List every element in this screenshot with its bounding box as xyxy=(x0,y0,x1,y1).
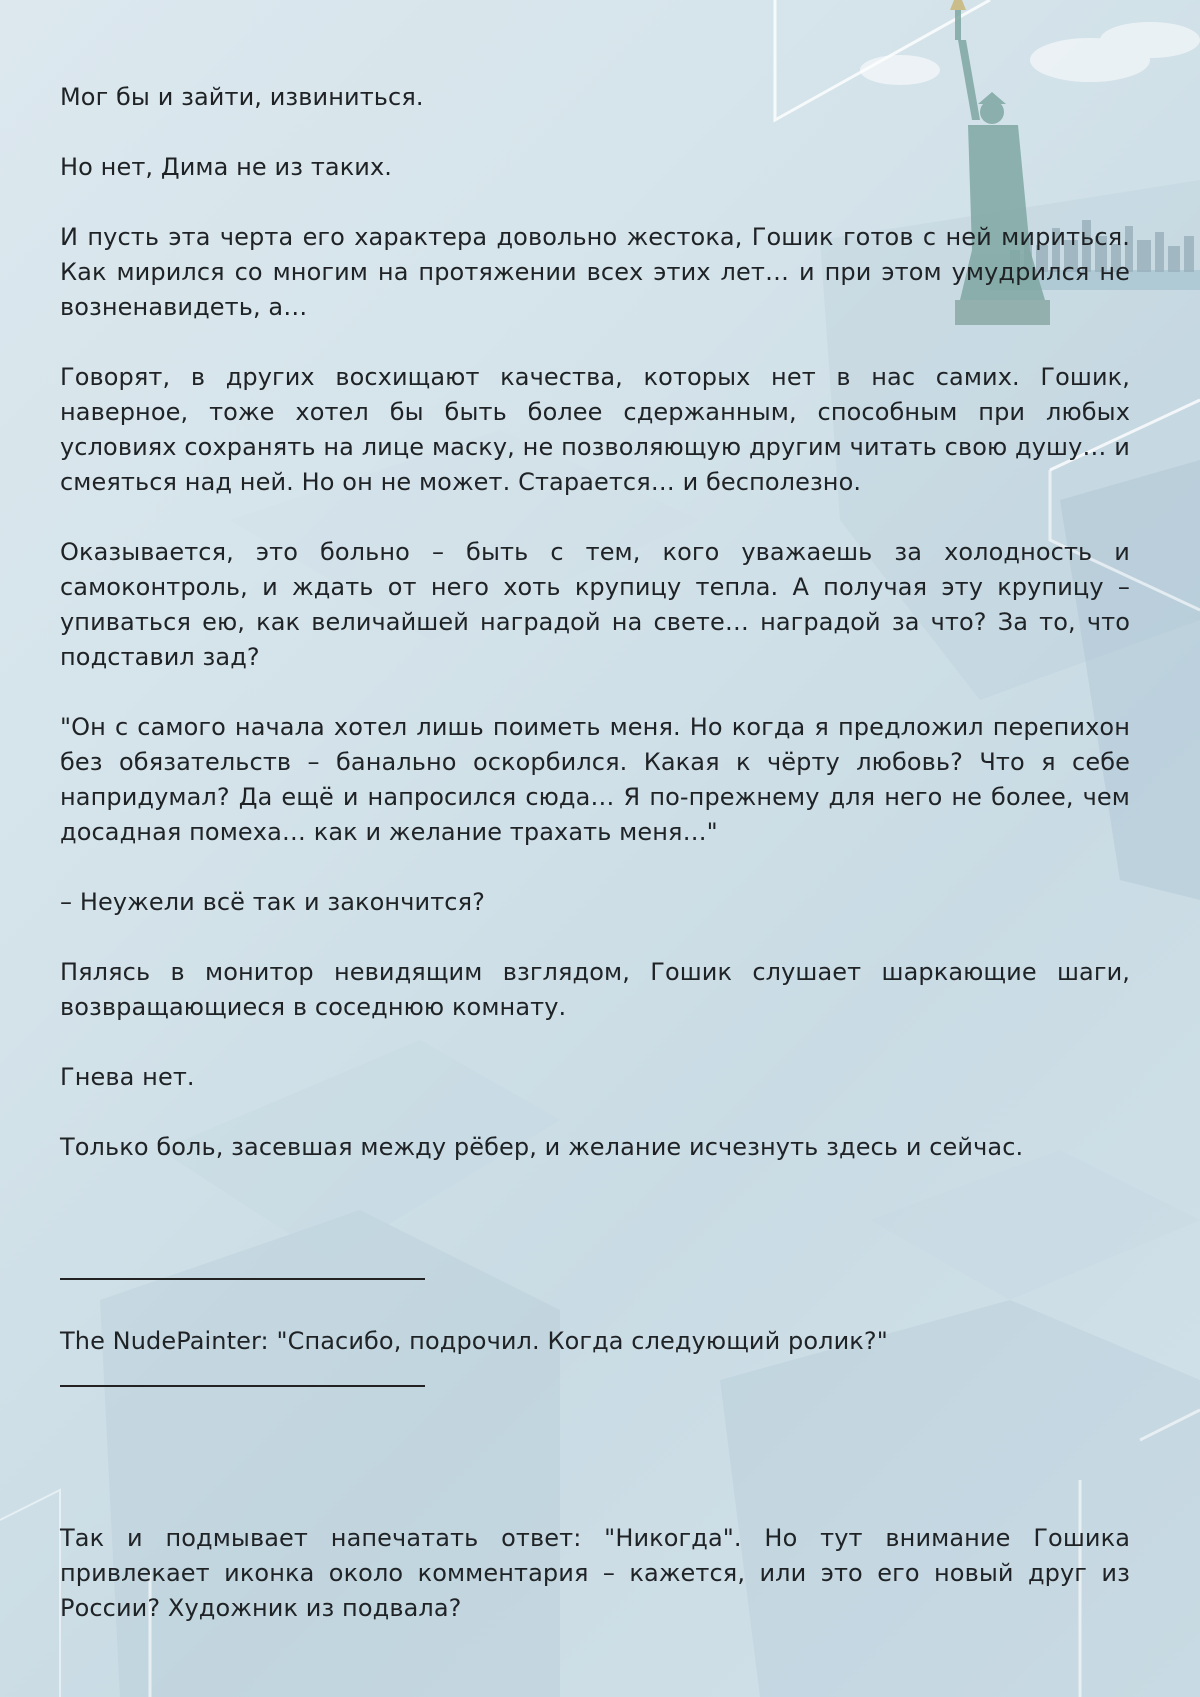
paragraph-5: Оказывается, это больно – быть с тем, кого уважаешь за холодность и самоконтроль, и ждать от него хоть крупицу тепла. А получая эту крупицу – упиваться ею, как величайшей наградой на свете… наградой за что? За то, что подставил зад? xyxy=(60,538,1130,671)
paragraph-4: Говорят, в других восхищают качества, которых нет в нас самих. Гошик, наверное, тоже хотел бы быть более сдержанным, способным при любых условиях сохранять на лице маску, не позволяющую другим читать свою душу… и смеяться над ней. Но он не может. Старается… и бесполезно. xyxy=(60,363,1130,496)
paragraph-6: "Он с самого начала хотел лишь поиметь меня. Но когда я предложил перепихон без обязательств – банально оскорбился. Какая к чёрту любовь? Что я себе напридумал? Да ещё и напросился сюда… Я по-прежнему для него не более, чем досадная помеха… как и желание трахать меня…" xyxy=(60,713,1130,846)
paragraph-2: Но нет, Дима не из таких. xyxy=(60,153,393,181)
document-page xyxy=(60,80,1130,1661)
paragraph-10: Только боль, засевшая между рёбер, и желание исчезнуть здесь и сейчас. xyxy=(60,1133,1024,1161)
paragraph-9: Гнева нет. xyxy=(60,1063,195,1091)
paragraph-3: И пусть эта черта его характера довольно жестока, Гошик готов с ней мириться. Как мирился со многим на протяжении всех этих лет… и при этом умудрился не возненавидеть, а… xyxy=(60,223,1130,321)
comment-line: The NudePainter: "Спасибо, подрочил. Когда следующий ролик?" xyxy=(60,1327,888,1355)
paragraph-1: Мог бы и зайти, извиниться. xyxy=(60,83,424,111)
paragraph-8: Пялясь в монитор невидящим взглядом, Гошик слушает шаркающие шаги, возвращающиеся в соседнюю комнату. xyxy=(60,958,1130,1021)
final-paragraph: Так и подмывает напечатать ответ: "Никогда". Но тут внимание Гошика привлекает иконка около комментария – кажется, или это его новый друг из России? Художник из подвала? xyxy=(60,1524,1130,1622)
paragraph-7: – Неужели всё так и закончится? xyxy=(60,888,485,916)
